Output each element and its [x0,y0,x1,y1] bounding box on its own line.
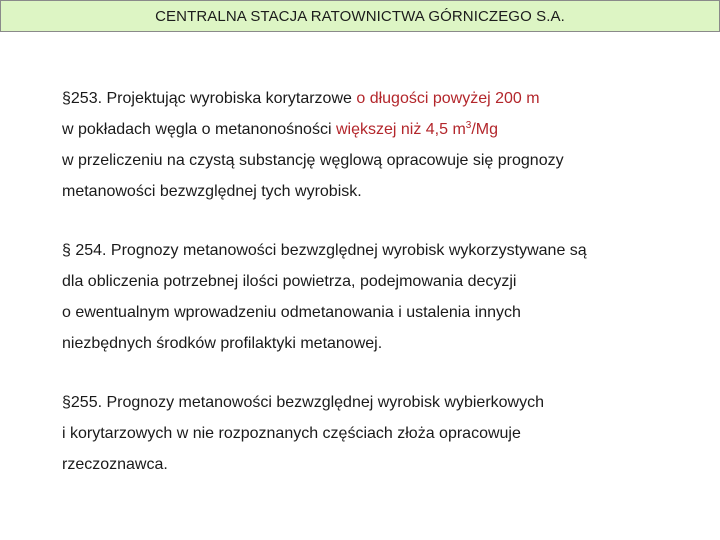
p253-superscript: 3 [465,120,472,131]
p255-line-3: rzeczoznawca. [62,456,168,473]
header-bar [0,0,720,32]
p254-line-2: dla obliczenia potrzebnej ilości powietrza, podejmowania decyzji [62,273,517,290]
slide-body [62,83,682,480]
paragraph-gap [62,359,682,387]
p253-line-1-text: §253. Projektując wyrobiska korytarzowe [62,90,357,107]
p254-line-3: o ewentualnym wprowadzeniu odmetanowania i ustalenia innych [62,304,521,321]
header-title: CENTRALNA STACJA RATOWNICTWA GÓRNICZEGO S.A. [155,8,565,25]
p255-line-2: i korytarzowych w nie rozpoznanych częściach złoża opracowuje [62,425,521,442]
p253-highlight-methane-text: większej niż 4,5 m [335,121,466,138]
p253-line-3: w przeliczeniu na czystą substancję węglową opracowuje się prognozy [62,152,564,169]
p253-highlight-length: o długości powyżej 200 m [356,90,540,107]
p254-line-1: § 254. Prognozy metanowości bezwzględnej wyrobisk wykorzystywane są [62,242,587,259]
p255-line-1: §255. Prognozy metanowości bezwzględnej wyrobisk wybierkowych [62,394,545,411]
p253-unit: /Mg [471,121,499,138]
p253-highlight-methane [336,121,498,138]
p253-line-1 [62,83,682,114]
paragraph-gap [62,207,682,235]
p253-line-2 [62,114,682,145]
p254-line-4: niezbędnych środków profilaktyki metanowej. [62,335,383,352]
p253-line-4: metanowości bezwzględnej tych wyrobisk. [62,183,362,200]
paragraph-253 [62,83,682,207]
paragraph-255 [62,387,682,480]
p253-line-2-text: w pokładach węgla o metanonośności [62,121,336,138]
paragraph-254 [62,235,682,359]
